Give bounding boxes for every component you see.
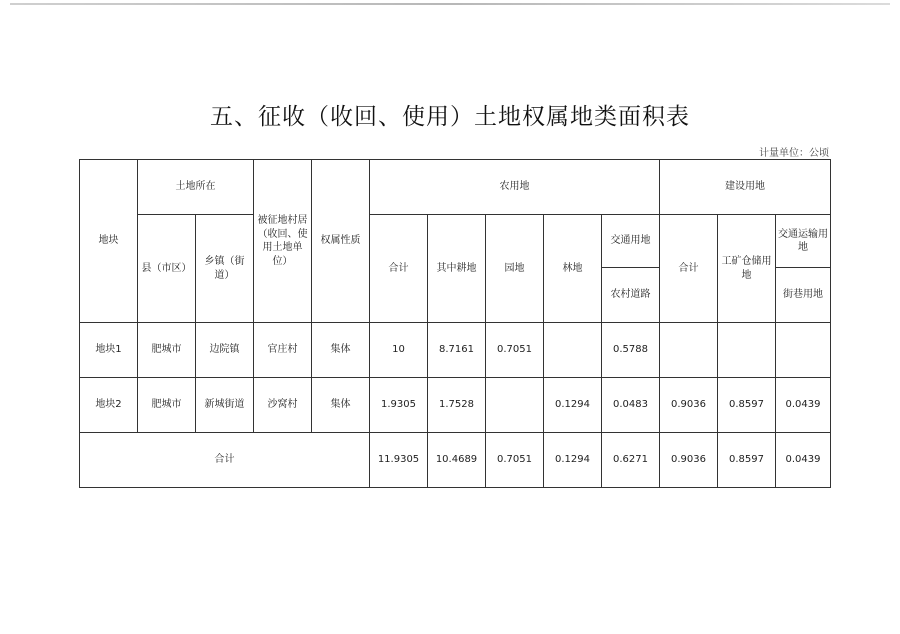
header-street: 街巷用地 — [776, 268, 831, 323]
sum-construction-total: 0.9036 — [660, 433, 718, 488]
cell-ownership: 集体 — [312, 323, 370, 378]
page-top-edge — [10, 3, 890, 5]
header-orchard: 园地 — [486, 215, 544, 323]
sum-row — [80, 433, 831, 488]
unit-label: 计量单位：公顷 — [759, 148, 829, 159]
cell-orchard — [486, 378, 544, 433]
cell-plot: 地块1 — [80, 323, 138, 378]
sum-forest: 0.1294 — [544, 433, 602, 488]
sum-industrial: 0.8597 — [718, 433, 776, 488]
cell-agri-total: 10 — [370, 323, 428, 378]
header-construction: 建设用地 — [660, 160, 831, 215]
header-county: 县（市区） — [138, 215, 196, 323]
header-construction-total: 合计 — [660, 215, 718, 323]
header-agri-total: 合计 — [370, 215, 428, 323]
header-industrial: 工矿仓储用地 — [718, 215, 776, 323]
cell-industrial: 0.8597 — [718, 378, 776, 433]
header-agri: 农用地 — [370, 160, 660, 215]
header-row-2 — [80, 215, 831, 268]
sum-agri-total: 11.9305 — [370, 433, 428, 488]
header-forest: 林地 — [544, 215, 602, 323]
header-transport: 交通运输用地 — [776, 215, 831, 268]
cell-ownership: 集体 — [312, 378, 370, 433]
sum-farmland: 10.4689 — [428, 433, 486, 488]
cell-industrial — [718, 323, 776, 378]
header-rural-road: 农村道路 — [602, 268, 660, 323]
cell-farmland: 8.7161 — [428, 323, 486, 378]
sum-rural-road: 0.6271 — [602, 433, 660, 488]
sum-label: 合计 — [80, 433, 370, 488]
cell-village: 官庄村 — [254, 323, 312, 378]
header-farmland: 其中耕地 — [428, 215, 486, 323]
cell-forest — [544, 323, 602, 378]
cell-town: 新城街道 — [196, 378, 254, 433]
header-town: 乡镇（街道） — [196, 215, 254, 323]
cell-agri-total: 1.9305 — [370, 378, 428, 433]
cell-orchard: 0.7051 — [486, 323, 544, 378]
cell-forest: 0.1294 — [544, 378, 602, 433]
cell-village: 沙窝村 — [254, 378, 312, 433]
header-plot: 地块 — [80, 160, 138, 323]
header-location: 土地所在 — [138, 160, 254, 215]
cell-street — [776, 323, 831, 378]
cell-rural-road: 0.0483 — [602, 378, 660, 433]
table-row — [80, 378, 831, 433]
header-traffic: 交通用地 — [602, 215, 660, 268]
header-village: 被征地村居（收回、使用土地单位） — [254, 160, 312, 323]
cell-construction-total — [660, 323, 718, 378]
cell-farmland: 1.7528 — [428, 378, 486, 433]
cell-plot: 地块2 — [80, 378, 138, 433]
cell-rural-road: 0.5788 — [602, 323, 660, 378]
land-area-table — [79, 159, 831, 488]
table-row — [80, 323, 831, 378]
header-row-1 — [80, 160, 831, 215]
header-ownership: 权属性质 — [312, 160, 370, 323]
cell-county: 肥城市 — [138, 378, 196, 433]
page-title: 五、征收（收回、使用）土地权属地类面积表 — [210, 104, 690, 130]
sum-orchard: 0.7051 — [486, 433, 544, 488]
cell-town: 边院镇 — [196, 323, 254, 378]
cell-construction-total: 0.9036 — [660, 378, 718, 433]
sum-street: 0.0439 — [776, 433, 831, 488]
cell-street: 0.0439 — [776, 378, 831, 433]
cell-county: 肥城市 — [138, 323, 196, 378]
